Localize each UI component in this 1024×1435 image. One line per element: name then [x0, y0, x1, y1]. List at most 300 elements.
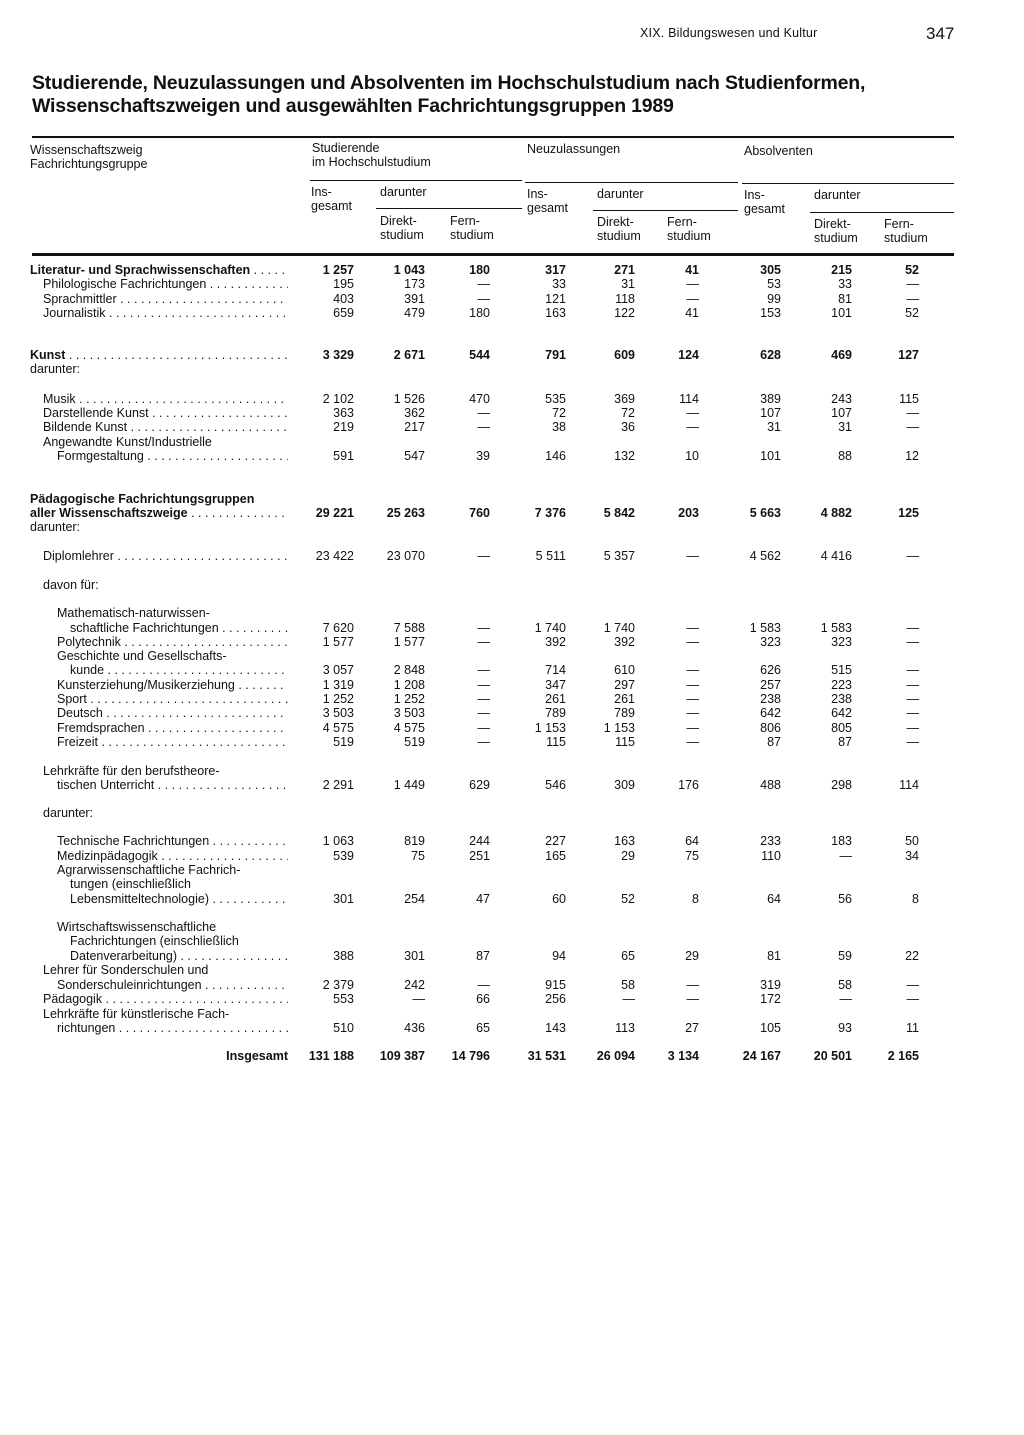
cell-value: 436	[404, 1021, 425, 1035]
cell-value: 109 387	[379, 1049, 425, 1063]
table-row	[0, 849, 1024, 864]
cell-value: 610	[614, 663, 635, 677]
cell-value: 3 134	[667, 1049, 699, 1063]
cell-value: —	[686, 978, 699, 992]
cell-value: —	[412, 992, 425, 1006]
cell-value: 1 153	[534, 721, 566, 735]
cell-value: —	[906, 549, 919, 563]
row-label: Fachrichtungen (einschließlich	[70, 934, 239, 948]
cell-value: —	[686, 678, 699, 692]
cell-value: 131 188	[308, 1049, 354, 1063]
cell-value: —	[906, 678, 919, 692]
cell-value: 215	[831, 263, 852, 277]
cell-value: 392	[545, 635, 566, 649]
table-row	[0, 292, 1024, 307]
cell-value: 113	[615, 1021, 635, 1035]
cell-value: 3 503	[322, 706, 354, 720]
row-label: Polytechnik . . .	[57, 635, 288, 650]
cell-value: 87	[767, 735, 781, 749]
cell-value: 1 577	[322, 635, 354, 649]
row-label: tungen (einschließlich	[70, 877, 191, 891]
group-header-neuzulassungen: Neuzulassungen	[527, 142, 621, 156]
row-label: Formgestaltung . . .	[57, 449, 288, 464]
cell-value: 163	[545, 306, 566, 320]
cell-value: 297	[614, 678, 635, 692]
cell-value: 309	[614, 778, 635, 792]
cell-value: 118	[615, 292, 635, 306]
cell-value: 301	[333, 892, 354, 906]
cell-value: 1 583	[749, 621, 781, 635]
row-label: Technische Fachrichtungen . . .	[57, 834, 288, 849]
running-header: XIX. Bildungswesen und Kultur	[640, 26, 818, 40]
cell-value: 7 376	[534, 506, 566, 520]
cell-value: 24 167	[742, 1049, 781, 1063]
cell-value: 488	[760, 778, 781, 792]
cell-value: 4 882	[820, 506, 852, 520]
cell-value: —	[477, 721, 490, 735]
table-row	[0, 934, 1024, 949]
row-label: Sport . . .	[57, 692, 288, 707]
cell-value: —	[686, 406, 699, 420]
row-label: Kunst . . .	[30, 348, 288, 363]
subheader-line: gesamt	[527, 201, 568, 215]
subheader-line: studium	[667, 229, 711, 243]
table-row	[0, 277, 1024, 292]
cell-value: 94	[552, 949, 566, 963]
cell-value: 805	[831, 721, 852, 735]
total-row	[0, 1049, 1024, 1064]
table-row	[0, 520, 1024, 535]
cell-value: 93	[838, 1021, 852, 1035]
cell-value: 2 848	[393, 663, 425, 677]
cell-value: 915	[545, 978, 566, 992]
cell-value: 714	[545, 663, 566, 677]
cell-value: 760	[469, 506, 490, 520]
cell-value: 628	[760, 348, 781, 362]
cell-value: 544	[469, 348, 490, 362]
cell-value: 519	[404, 735, 425, 749]
cell-value: 22	[905, 949, 919, 963]
table-row	[0, 306, 1024, 321]
cell-value: 50	[905, 834, 919, 848]
cell-value: —	[686, 621, 699, 635]
subheader-darunter: darunter	[597, 187, 644, 201]
cell-value: 515	[831, 663, 852, 677]
cell-value: 323	[831, 635, 852, 649]
cell-value: —	[906, 978, 919, 992]
cell-value: 3 503	[393, 706, 425, 720]
cell-value: 479	[404, 306, 425, 320]
subheader-line: gesamt	[311, 199, 352, 213]
cell-value: —	[477, 420, 490, 434]
cell-value: 317	[545, 263, 566, 277]
cell-value: 47	[476, 892, 490, 906]
cell-value: —	[477, 706, 490, 720]
cell-value: 39	[476, 449, 490, 463]
row-label: Sprachmittler . . .	[43, 292, 288, 307]
cell-value: 547	[404, 449, 425, 463]
cell-value: 8	[912, 892, 919, 906]
cell-value: 41	[685, 263, 699, 277]
cell-value: 535	[545, 392, 566, 406]
cell-value: 33	[552, 277, 566, 291]
page-number: 347	[926, 24, 955, 43]
cell-value: 58	[621, 978, 635, 992]
cell-value: —	[686, 277, 699, 291]
table-row	[0, 263, 1024, 278]
row-label: darunter:	[43, 806, 94, 820]
row-label: Deutsch . . .	[57, 706, 288, 721]
cell-value: 20 501	[813, 1049, 852, 1063]
row-label: Diplomlehrer . . .	[43, 549, 288, 564]
cell-value: 261	[545, 692, 566, 706]
cell-value: 319	[760, 978, 781, 992]
row-label: Literatur- und Sprachwissenschaften . . .	[30, 263, 288, 278]
cell-value: 31	[621, 277, 635, 291]
row-label: Lehrer für Sonderschulen und	[43, 963, 209, 977]
cell-value: 403	[333, 292, 354, 306]
cell-value: 64	[767, 892, 781, 906]
table-row	[0, 834, 1024, 849]
cell-value: 65	[476, 1021, 490, 1035]
cell-value: 10	[685, 449, 699, 463]
cell-value: 1 153	[603, 721, 635, 735]
row-label: richtungen . . .	[57, 1021, 288, 1036]
cell-value: —	[686, 721, 699, 735]
subheader-line: Direkt-	[380, 214, 417, 228]
subheader-line: Fern-	[667, 215, 697, 229]
cell-value: —	[906, 277, 919, 291]
cell-value: —	[686, 706, 699, 720]
row-label: Lehrkräfte für den berufstheore-	[43, 764, 220, 778]
cell-value: 27	[685, 1021, 699, 1035]
cell-value: 163	[614, 834, 635, 848]
cell-value: —	[686, 292, 699, 306]
cell-value: 7 620	[322, 621, 354, 635]
cell-value: 1 583	[820, 621, 852, 635]
row-label: Pädagogische Fachrichtungsgruppen	[30, 492, 255, 506]
cell-value: 72	[621, 406, 635, 420]
cell-value: 244	[469, 834, 490, 848]
table-row	[0, 706, 1024, 721]
cell-value: 88	[838, 449, 852, 463]
cell-value: 53	[767, 277, 781, 291]
row-label: Angewandte Kunst/Industrielle	[43, 435, 212, 449]
cell-value: 115	[899, 392, 919, 406]
subheader-line: Direkt-	[597, 215, 634, 229]
cell-value: 539	[333, 849, 354, 863]
table-row	[0, 1021, 1024, 1036]
cell-value: —	[477, 292, 490, 306]
row-label: darunter:	[30, 520, 81, 534]
cell-value: 789	[614, 706, 635, 720]
cell-value: —	[906, 692, 919, 706]
subheader-darunter: darunter	[814, 188, 861, 202]
cell-value: 72	[552, 406, 566, 420]
cell-value: 1 740	[603, 621, 635, 635]
cell-value: 29	[621, 849, 635, 863]
cell-value: 2 671	[393, 348, 425, 362]
cell-value: 165	[545, 849, 566, 863]
cell-value: 2 379	[322, 978, 354, 992]
row-label: Fremdsprachen . . .	[57, 721, 288, 736]
cell-value: 107	[831, 406, 852, 420]
row-label: kunde . . .	[70, 663, 288, 678]
table-row	[0, 492, 1024, 507]
cell-value: 806	[760, 721, 781, 735]
cell-value: 2 102	[322, 392, 354, 406]
cell-value: —	[906, 420, 919, 434]
table-row	[0, 549, 1024, 564]
subheader-line: Direkt-	[814, 217, 851, 231]
row-label: schaftliche Fachrichtungen . . .	[70, 621, 288, 636]
cell-value: —	[686, 420, 699, 434]
row-label: Mathematisch-naturwissen-	[57, 606, 210, 620]
cell-value: 392	[614, 635, 635, 649]
subheader-line: studium	[450, 228, 494, 242]
row-label: Musik . . .	[43, 392, 288, 407]
subheader-line: Fern-	[450, 214, 480, 228]
subheader-line: Ins-	[527, 187, 548, 201]
cell-value: 388	[333, 949, 354, 963]
cell-value: 75	[685, 849, 699, 863]
cell-value: 254	[404, 892, 425, 906]
row-label: Insgesamt	[226, 1049, 288, 1063]
cell-value: 172	[760, 992, 781, 1006]
cell-value: 1 208	[393, 678, 425, 692]
cell-value: 4 562	[749, 549, 781, 563]
cell-value: 1 740	[534, 621, 566, 635]
cell-value: 659	[333, 306, 354, 320]
cell-value: 1 043	[393, 263, 425, 277]
table-row	[0, 649, 1024, 664]
cell-value: 146	[545, 449, 566, 463]
cell-value: 389	[760, 392, 781, 406]
table-row	[0, 506, 1024, 521]
cell-value: 4 575	[322, 721, 354, 735]
cell-value: —	[477, 549, 490, 563]
cell-value: 3 329	[322, 348, 354, 362]
cell-value: —	[906, 621, 919, 635]
cell-value: 3 057	[322, 663, 354, 677]
cell-value: 1 577	[393, 635, 425, 649]
cell-value: 203	[678, 506, 699, 520]
cell-value: 143	[545, 1021, 566, 1035]
cell-value: 7 588	[393, 621, 425, 635]
cell-value: 52	[905, 306, 919, 320]
table-row	[0, 877, 1024, 892]
cell-value: 29 221	[315, 506, 354, 520]
cell-value: 122	[614, 306, 635, 320]
cell-value: 56	[838, 892, 852, 906]
cell-value: 8	[692, 892, 699, 906]
row-label: Geschichte und Gesellschafts-	[57, 649, 227, 663]
subheader-line: studium	[597, 229, 641, 243]
cell-value: 1 063	[322, 834, 354, 848]
cell-value: —	[477, 406, 490, 420]
cell-value: —	[477, 663, 490, 677]
cell-value: 347	[545, 678, 566, 692]
cell-value: 1 449	[393, 778, 425, 792]
cell-value: —	[477, 635, 490, 649]
cell-value: 65	[621, 949, 635, 963]
table-row	[0, 920, 1024, 935]
cell-value: 105	[760, 1021, 781, 1035]
cell-value: 132	[614, 449, 635, 463]
cell-value: 591	[333, 449, 354, 463]
cell-value: —	[686, 992, 699, 1006]
cell-value: 298	[831, 778, 852, 792]
cell-value: 23 070	[386, 549, 425, 563]
cell-value: 369	[614, 392, 635, 406]
cell-value: 242	[404, 978, 425, 992]
row-label: tischen Unterricht . . .	[57, 778, 288, 793]
cell-value: 243	[831, 392, 852, 406]
stub-header-line: Fachrichtungsgruppe	[30, 157, 148, 171]
table-row	[0, 449, 1024, 464]
table-row	[0, 806, 1024, 821]
cell-value: 107	[760, 406, 781, 420]
cell-value: 14 796	[451, 1049, 490, 1063]
cell-value: 2 165	[887, 1049, 919, 1063]
cell-value: 59	[838, 949, 852, 963]
table-row	[0, 420, 1024, 435]
cell-value: 323	[760, 635, 781, 649]
cell-value: 60	[552, 892, 566, 906]
cell-value: 176	[678, 778, 699, 792]
cell-value: 121	[545, 292, 566, 306]
row-label: Bildende Kunst . . .	[43, 420, 288, 435]
cell-value: 227	[545, 834, 566, 848]
cell-value: 305	[760, 263, 781, 277]
row-label: Lebensmitteltechnologie) . . .	[70, 892, 288, 907]
cell-value: —	[906, 721, 919, 735]
row-label: aller Wissenschaftszweige . . .	[30, 506, 288, 521]
cell-value: 2 291	[322, 778, 354, 792]
cell-value: 125	[898, 506, 919, 520]
cell-value: 31	[838, 420, 852, 434]
table-row	[0, 992, 1024, 1007]
cell-value: 629	[469, 778, 490, 792]
table-row	[0, 949, 1024, 964]
table-row	[0, 606, 1024, 621]
row-label: Datenverarbeitung) . . .	[70, 949, 288, 964]
cell-value: 233	[760, 834, 781, 848]
cell-value: 114	[679, 392, 699, 406]
table-row	[0, 406, 1024, 421]
cell-value: 217	[404, 420, 425, 434]
cell-value: —	[477, 621, 490, 635]
cell-value: —	[477, 735, 490, 749]
cell-value: 26 094	[596, 1049, 635, 1063]
cell-value: 5 663	[749, 506, 781, 520]
table-title: Studierende, Neuzulassungen und Absolventen im Hochschulstudium nach Studienformen, Wissenschaftszweigen und ausgewählten Fachrichtungsgruppen 1989	[32, 72, 866, 117]
cell-value: —	[906, 706, 919, 720]
group-header-line: Studierende	[312, 141, 380, 155]
row-label: Darstellende Kunst . . .	[43, 406, 288, 421]
cell-value: 238	[760, 692, 781, 706]
table-row	[0, 635, 1024, 650]
cell-value: 99	[767, 292, 781, 306]
cell-value: —	[477, 678, 490, 692]
cell-value: 4 575	[393, 721, 425, 735]
cell-value: 1 319	[322, 678, 354, 692]
cell-value: 114	[899, 778, 919, 792]
cell-value: 124	[678, 348, 699, 362]
subheader-line: studium	[380, 228, 424, 242]
cell-value: 195	[333, 277, 354, 291]
cell-value: 469	[831, 348, 852, 362]
subheader-line: Ins-	[744, 188, 765, 202]
cell-value: 789	[545, 706, 566, 720]
cell-value: 546	[545, 778, 566, 792]
cell-value: —	[477, 277, 490, 291]
table-row	[0, 721, 1024, 736]
cell-value: 81	[767, 949, 781, 963]
cell-value: 256	[545, 992, 566, 1006]
group-header-absolventen: Absolventen	[744, 144, 813, 158]
table-row	[0, 678, 1024, 693]
cell-value: 5 842	[603, 506, 635, 520]
table-row	[0, 348, 1024, 363]
cell-value: 31	[767, 420, 781, 434]
cell-value: —	[686, 635, 699, 649]
cell-value: 33	[838, 277, 852, 291]
cell-value: 64	[685, 834, 699, 848]
table-row	[0, 778, 1024, 793]
cell-value: 75	[411, 849, 425, 863]
subheader-line: gesamt	[744, 202, 785, 216]
cell-value: 609	[614, 348, 635, 362]
cell-value: 5 511	[535, 549, 566, 563]
row-label: Pädagogik . . .	[43, 992, 288, 1007]
table-row	[0, 621, 1024, 636]
cell-value: 34	[905, 849, 919, 863]
table-row	[0, 392, 1024, 407]
cell-value: 41	[685, 306, 699, 320]
cell-value: —	[906, 663, 919, 677]
cell-value: —	[622, 992, 635, 1006]
cell-value: —	[477, 692, 490, 706]
row-label: darunter:	[30, 362, 81, 376]
row-label: Freizeit . . .	[57, 735, 288, 750]
cell-value: 87	[476, 949, 490, 963]
cell-value: —	[686, 735, 699, 749]
cell-value: 36	[621, 420, 635, 434]
table-row	[0, 435, 1024, 450]
cell-value: 81	[838, 292, 852, 306]
cell-value: 301	[404, 949, 425, 963]
cell-value: 173	[404, 277, 425, 291]
table-row	[0, 764, 1024, 779]
row-label: Medizinpädagogik . . .	[57, 849, 288, 864]
cell-value: 363	[333, 406, 354, 420]
row-label: Journalistik . . .	[43, 306, 288, 321]
row-label: Lehrkräfte für künstlerische Fach-	[43, 1007, 230, 1021]
cell-value: 87	[838, 735, 852, 749]
cell-value: 52	[621, 892, 635, 906]
cell-value: 626	[760, 663, 781, 677]
cell-value: 58	[838, 978, 852, 992]
cell-value: 110	[761, 849, 781, 863]
cell-value: —	[686, 692, 699, 706]
cell-value: 257	[760, 678, 781, 692]
cell-value: —	[906, 992, 919, 1006]
row-label: Agrarwissenschaftliche Fachrich-	[57, 863, 241, 877]
cell-value: —	[906, 635, 919, 649]
row-label: davon für:	[43, 578, 99, 592]
cell-value: 1 252	[393, 692, 425, 706]
